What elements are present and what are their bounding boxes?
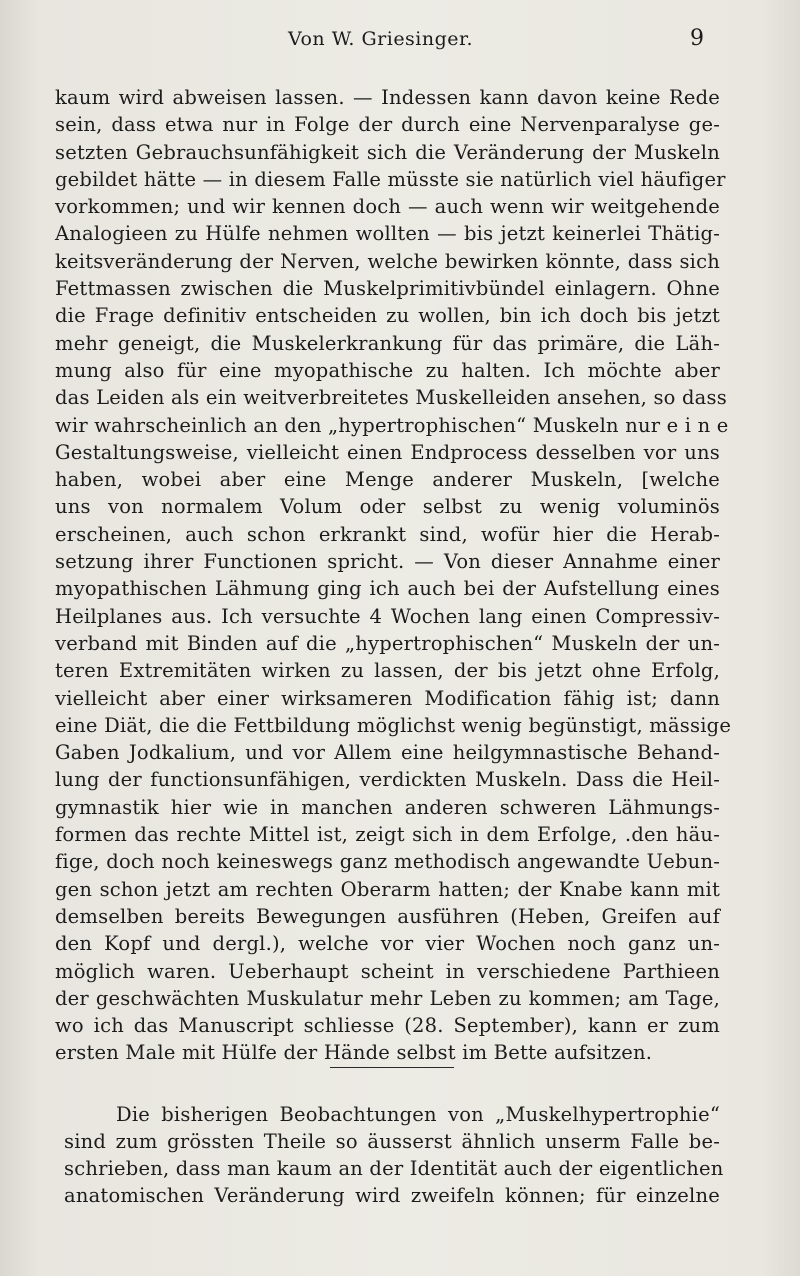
text-line: den Kopf und dergl.), welche vor vier Wochen noch ganz un- — [55, 932, 720, 956]
text-line: mehr geneigt, die Muskelerkrankung für das primäre, die Läh- — [55, 331, 720, 355]
text-line: sind zum grössten Theile so äusserst ähnlich unserm Falle be- — [64, 1130, 720, 1153]
text-line: Gestaltungsweise, vielleicht einen Endprocess desselben vor uns — [55, 440, 720, 464]
text-line: verband mit Binden auf die „hypertrophischen“ Muskeln der un- — [55, 631, 720, 655]
running-title: Von W. Griesinger. — [288, 28, 474, 50]
text-line: fige, doch noch keineswegs ganz methodisch angewandte Uebun- — [55, 850, 720, 874]
section-divider — [330, 1067, 454, 1068]
text-line: myopathischen Lähmung ging ich auch bei der Aufstellung eines — [55, 577, 720, 601]
text-line: gymnastik hier wie in manchen anderen schweren Lähmungs- — [55, 795, 720, 819]
text-line: Analogieen zu Hülfe nehmen wollten — bis jetzt keinerlei Thätig- — [55, 222, 720, 246]
paragraph-2 — [64, 1101, 724, 1209]
text-line: teren Extremitäten wirken zu lassen, der bis jetzt ohne Erfolg, — [55, 659, 720, 683]
text-line: Fettmassen zwischen die Muskelprimitivbündel einlagern. Ohne — [55, 277, 720, 301]
page-number: 9 — [690, 26, 704, 51]
text-line: haben, wobei aber eine Menge anderer Muskeln, [welche — [55, 468, 720, 492]
text-line: wir wahrscheinlich an den „hypertrophischen“ Muskeln nur e i n e — [55, 413, 729, 437]
text-line: uns von normalem Volum oder selbst zu wenig voluminös — [55, 495, 720, 519]
text-line: anatomischen Veränderung wird zweifeln können; für einzelne — [64, 1184, 720, 1207]
text-line: formen das rechte Mittel ist, zeigt sich in dem Erfolge, .den häu- — [55, 823, 720, 847]
text-line: demselben bereits Bewegungen ausführen (Heben, Greifen auf — [55, 904, 720, 928]
paragraph-1 — [55, 84, 732, 1067]
text-line: die Frage definitiv entscheiden zu wollen, bin ich doch bis jetzt — [55, 304, 720, 328]
text-line: setzung ihrer Functionen spricht. — Von dieser Annahme einer — [55, 550, 720, 574]
text-line: kaum wird abweisen lassen. — Indessen kann davon keine Rede — [55, 86, 720, 109]
text-line: sein, dass etwa nur in Folge der durch eine Nervenparalyse ge- — [55, 113, 720, 137]
page-header — [0, 28, 800, 58]
text-line: gebildet hätte — in diesem Falle müsste sie natürlich viel häufiger — [55, 167, 726, 191]
text-line: vorkommen; und wir kennen doch — auch wenn wir weitgehende — [55, 195, 720, 219]
text-line: vielleicht aber einer wirksameren Modification fähig ist; dann — [55, 686, 720, 710]
text-line: gen schon jetzt am rechten Oberarm hatten; der Knabe kann mit — [55, 877, 720, 901]
text-line: keitsveränderung der Nerven, welche bewirken könnte, dass sich — [55, 249, 720, 273]
text-line: lung der functionsunfähigen, verdickten Muskeln. Dass die Heil- — [55, 768, 720, 792]
text-line: der geschwächten Muskulatur mehr Leben zu kommen; am Tage, — [55, 986, 720, 1010]
text-line: eine Diät, die die Fettbildung möglichst wenig begünstigt, mässige — [55, 713, 732, 737]
text-line: erscheinen, auch schon erkrankt sind, wofür hier die Herab- — [55, 522, 720, 546]
text-line: möglich waren. Ueberhaupt scheint in verschiedene Parthieen — [55, 959, 720, 983]
text-line: setzten Gebrauchsunfähigkeit sich die Veränderung der Muskeln — [55, 140, 720, 164]
text-line: Gaben Jodkalium, und vor Allem eine heilgymnastische Behand- — [55, 741, 720, 765]
text-line: ersten Male mit Hülfe der Hände selbst im Bette aufsitzen. — [55, 1041, 653, 1065]
text-line: schrieben, dass man kaum an der Identität auch der eigentlichen — [64, 1157, 724, 1180]
text-line: Heilplanes aus. Ich versuchte 4 Wochen lang einen Compressiv- — [55, 604, 720, 628]
text-line: wo ich das Manuscript schliesse (28. September), kann er zum — [55, 1014, 720, 1038]
text-line: Die bisherigen Beobachtungen von „Muskelhypertrophie“ — [116, 1103, 720, 1126]
text-line: das Leiden als ein weitverbreitetes Muskelleiden ansehen, so dass — [55, 386, 727, 410]
text-line: mung also für eine myopathische zu halten. Ich möchte aber — [55, 358, 720, 382]
